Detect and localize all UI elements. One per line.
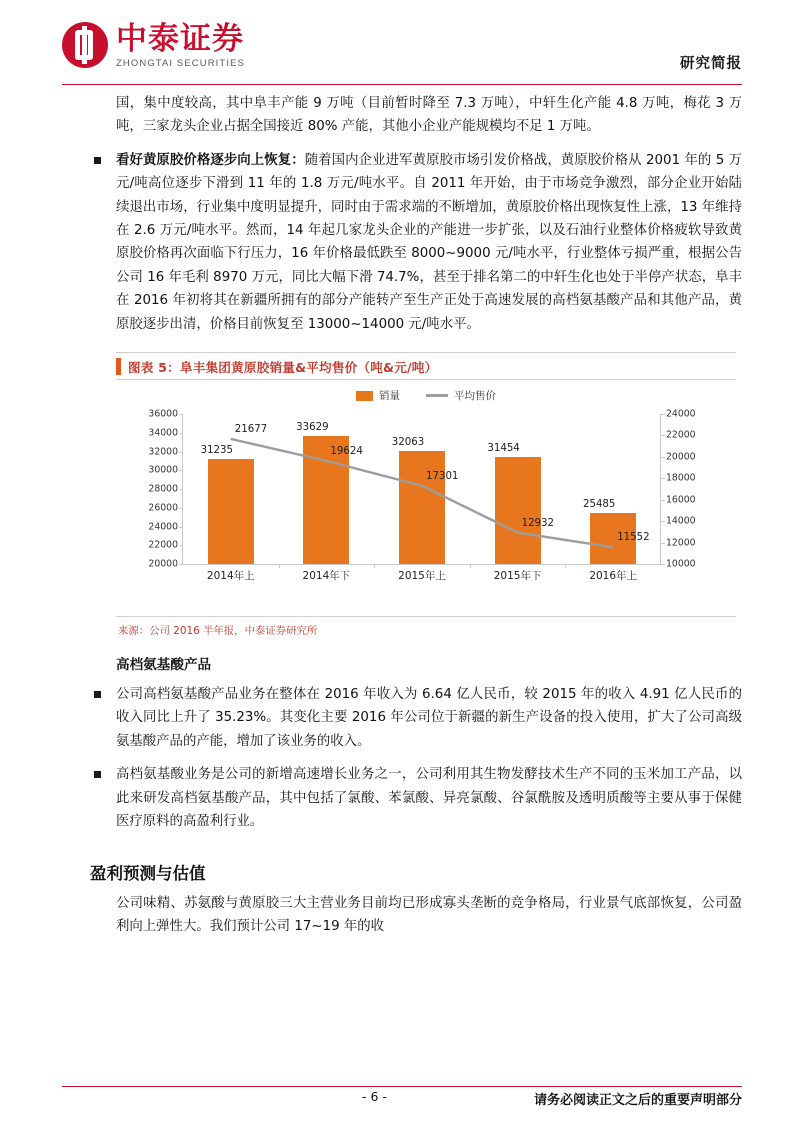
y-axis-right-tick-mark	[661, 500, 665, 501]
y-axis-right-tick-mark	[661, 435, 665, 436]
y-axis-right-tick-label: 14000	[666, 515, 696, 527]
legend-line-swatch-icon	[426, 394, 448, 397]
price-line-series	[183, 414, 661, 564]
y-axis-left-tick-label: 36000	[148, 408, 178, 420]
line-value-label: 11552	[617, 532, 650, 544]
y-axis-right-tick-label: 22000	[666, 429, 696, 441]
x-axis-tick-mark	[470, 564, 471, 568]
bar-value-label: 25485	[582, 498, 616, 510]
x-axis-tick-mark	[565, 564, 566, 568]
chart-plot	[148, 408, 661, 583]
y-axis-right-tick-mark	[661, 478, 665, 479]
y-axis-left-tick-label: 30000	[148, 464, 178, 476]
y-axis-right-tick-mark	[661, 521, 665, 522]
document-type-label: 研究简报	[680, 56, 742, 72]
subsection-heading-amino: 高档氨基酸产品	[116, 657, 212, 674]
bullet-square-icon	[94, 691, 101, 698]
footer-disclaimer: 请务必阅读正文之后的重要声明部分	[533, 1093, 742, 1108]
y-axis-right-tick-label: 18000	[666, 472, 696, 484]
x-axis-tick-label: 2014年上	[206, 570, 255, 583]
company-logo	[62, 22, 245, 69]
y-axis-left-tick-label: 24000	[148, 521, 178, 533]
bullet-paragraph: 公司高档氨基酸产品业务在整体在 2016 年收入为 6.64 亿人民币，较 2015 年的收入 4.91 亿人民币的收入同比上升了 35.23%。其变化主要 2016 年公司位于新疆的新生产设备的投入使用，扩大了公司高级氨基酸产品的产能，增加了该业务的收入。	[116, 687, 742, 749]
bar-value-label: 31235	[200, 444, 234, 456]
line-value-label: 17301	[426, 470, 459, 482]
paragraph-continuation: 国，集中度较高，其中阜丰产能 9 万吨（目前暂时降至 7.3 万吨），中轩生化产能 4.8 万吨，梅花 3 万吨，三家龙头企业占据全国接近 80% 产能，其他小企业产能规模均不足 1 万吨。	[116, 96, 742, 135]
paragraph-valuation: 公司味精、苏氨酸与黄原胶三大主营业务目前均已形成寡头垄断的竞争格局，行业景气底部恢复，公司盈利向上弹性大。我们预计公司 17~19 年的收	[116, 895, 742, 934]
y-axis-left-tick-label: 26000	[148, 502, 178, 514]
bullet-body-text: 随着国内企业进军黄原胶市场引发价格战，黄原胶价格从 2001 年的 5 万元/吨高位逐步下滑到 11 年的 1.8 万元/吨水平。自 2011 年开始，由于市场竞争激烈，部分企业开始陆续退出市场，行业集中度明显提升，同时由于需求端的不断增加，黄原胶价格出现恢复性上涨，13 年维持在 2.6 万元/吨水平。然而，14 年起几家龙头企业的产能进一步扩张，以及石油行业整体价格疲软导致黄原胶价格再次面临下行压力，16 年价格最低跌至 8000~9000 元/吨水平，行业整体亏损严重，根据公告公司 16 年毛利 8970 万元，同比大幅下滑 74.7%，甚至于排名第二的中轩生化也处于半停产状态，阜丰在 2016 年初将其在新疆所拥有的部分产能转产至生产正处于高速发展的高档氨基酸产品和其他产品，黄原胶逐步出清，价格目前恢复至 13000~14000 元/吨水平。	[116, 152, 742, 332]
bullet-square-icon	[94, 771, 101, 778]
y-axis-right-tick-label: 24000	[666, 408, 696, 420]
y-axis-left-tick-label: 34000	[148, 427, 178, 439]
header-divider	[62, 84, 742, 85]
x-axis-tick-label: 2014年下	[302, 570, 351, 583]
y-axis-right-tick-label: 20000	[666, 451, 696, 463]
logo-chinese-name: 中泰证券	[116, 21, 244, 57]
y-axis-left-tick-label: 22000	[148, 539, 178, 551]
y-axis-right-tick-mark	[661, 543, 665, 544]
y-axis-right-tick-mark	[661, 414, 665, 415]
logo-mark-icon	[62, 22, 108, 68]
bullet-item-amino-growth	[62, 763, 742, 833]
y-axis-right-tick-label: 16000	[666, 494, 696, 506]
bullet-paragraph	[116, 149, 742, 336]
figure-title-row	[116, 353, 736, 380]
page-footer	[62, 1089, 742, 1113]
figure-chart-area	[116, 380, 736, 617]
figure-source: 来源：公司 2016 半年报，中泰证券研究所	[118, 625, 318, 638]
legend-item-sales	[356, 388, 400, 403]
bullet-lead-bold: 看好黄原胶价格逐步向上恢复：	[116, 152, 305, 168]
legend-bar-swatch-icon	[356, 391, 373, 401]
bar-value-label: 32063	[391, 436, 425, 448]
legend-label-price: 平均售价	[454, 390, 496, 403]
bar-value-label: 31454	[487, 442, 520, 454]
bar-value-label: 33629	[296, 422, 329, 434]
figure-title: 图表 5：阜丰集团黄原胶销量&平均售价（吨&元/吨）	[128, 359, 438, 375]
y-axis-right-tick-mark	[661, 457, 665, 458]
bullet-item-amino-revenue	[62, 683, 742, 753]
legend-label-sales: 销量	[379, 390, 400, 403]
x-axis-tick-mark	[279, 564, 280, 568]
page-number: - 6 -	[362, 1089, 387, 1104]
chart-right-axis	[660, 408, 696, 570]
page-header	[0, 0, 800, 84]
bullet-paragraph: 高档氨基酸业务是公司的新增高速增长业务之一，公司利用其生物发酵技术生产不同的玉米加工产品，以此来研发高档氨基酸产品，其中包括了氯酸、苯氯酸、异亮氯酸、谷氯酰胺及透明质酸等主要从事于保健医疗原料的高盈利行业。	[116, 767, 742, 830]
y-axis-left-tick-label: 32000	[148, 446, 178, 458]
logo-text	[116, 22, 245, 69]
y-axis-left-tick-mark	[179, 564, 183, 565]
y-axis-right-tick-label: 12000	[666, 537, 696, 549]
x-axis-tick-label: 2016年上	[589, 570, 638, 583]
bullet-square-icon	[94, 157, 101, 164]
y-axis-left-tick-label: 28000	[148, 483, 178, 495]
bullet-item-xanthan-price	[62, 149, 742, 336]
line-value-label: 12932	[521, 517, 555, 529]
footer-divider	[62, 1086, 742, 1087]
y-axis-right-tick-mark	[661, 564, 665, 565]
line-value-label: 21677	[234, 423, 268, 435]
y-axis-left-tick-label: 20000	[148, 558, 178, 570]
page-content	[62, 92, 742, 940]
figure-5	[116, 352, 736, 637]
figure-accent-bar-icon	[116, 358, 121, 375]
section-heading-valuation: 盈利预测与估值	[90, 863, 206, 883]
logo-english-name: ZHONGTAI SECURITIES	[116, 58, 245, 69]
y-axis-right-tick-label: 10000	[666, 558, 696, 570]
x-axis-tick-mark	[374, 564, 375, 568]
x-axis-tick-label: 2015年上	[398, 570, 446, 583]
line-value-label: 19624	[330, 445, 363, 457]
x-axis-tick-label: 2015年下	[493, 570, 542, 583]
legend-item-price	[426, 388, 496, 403]
chart-legend	[116, 388, 736, 403]
